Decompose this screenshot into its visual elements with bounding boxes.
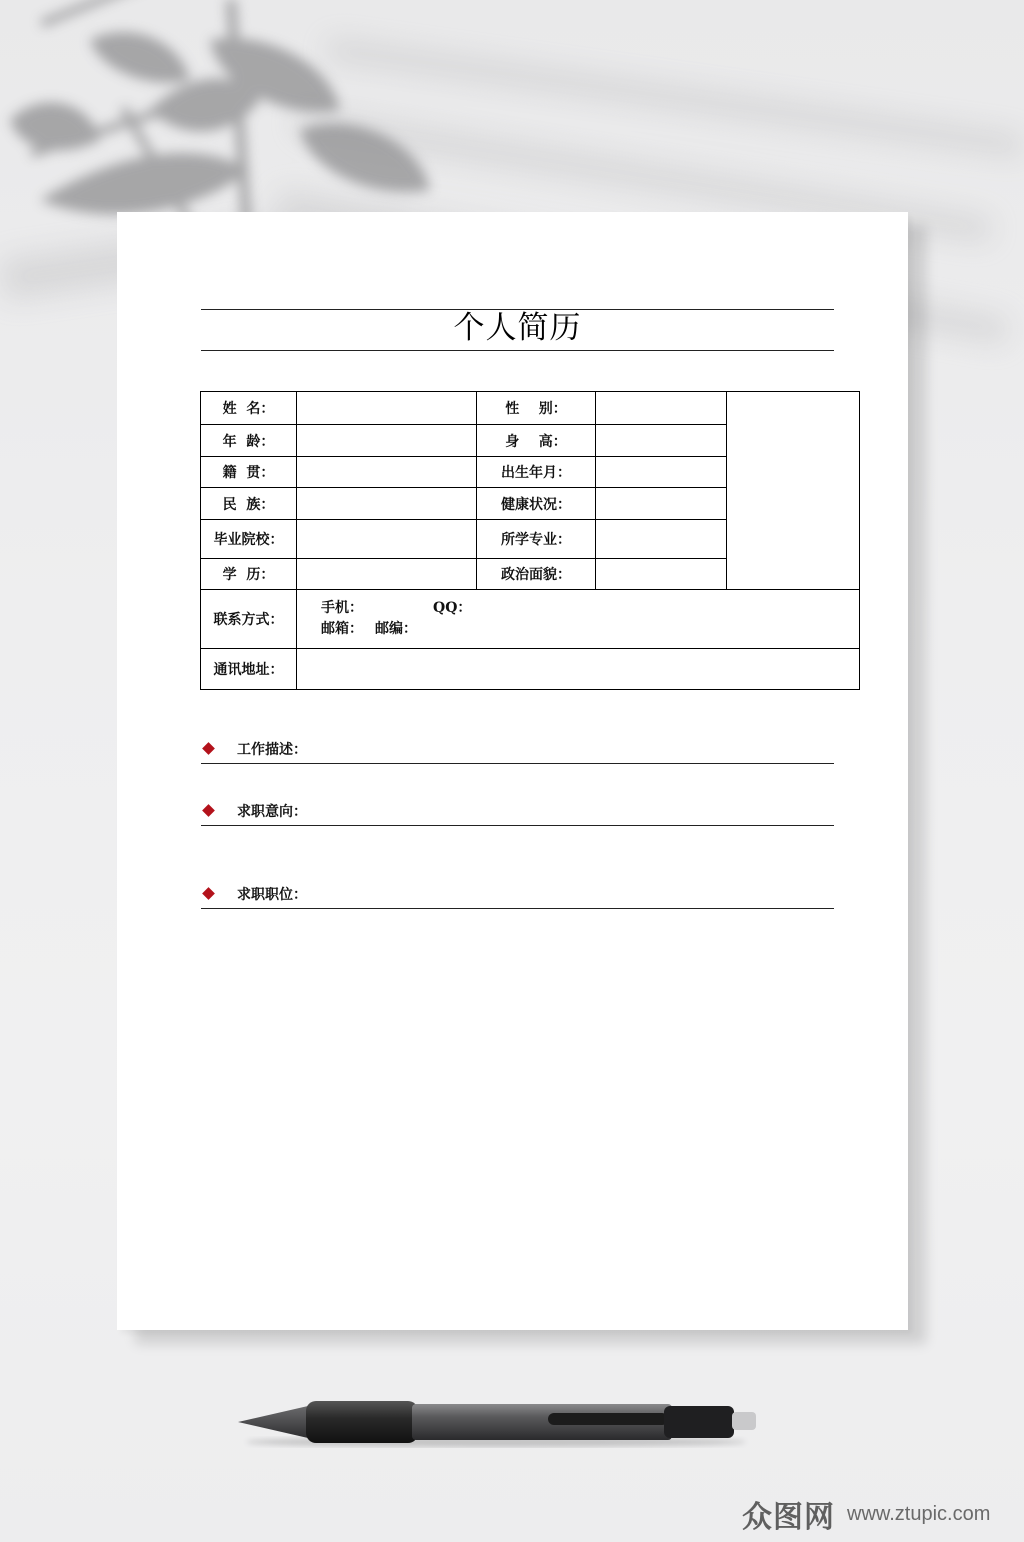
section-label: 求职意向： bbox=[237, 804, 307, 820]
resume-paper bbox=[117, 212, 908, 1330]
contact-line-1 bbox=[321, 598, 859, 619]
ethnicity-label: 民 族： bbox=[201, 488, 297, 520]
section-job-position bbox=[201, 878, 834, 909]
contact-field[interactable] bbox=[297, 590, 860, 649]
table-row bbox=[201, 590, 860, 649]
birth-date-label: 出生年月： bbox=[477, 457, 596, 488]
watermark-logo: 众图网 bbox=[742, 1500, 835, 1535]
height-field[interactable] bbox=[596, 425, 727, 457]
health-field[interactable] bbox=[596, 488, 727, 520]
education-field[interactable] bbox=[297, 559, 477, 590]
table-row bbox=[201, 649, 860, 690]
qq-label: QQ： bbox=[433, 600, 472, 616]
address-label: 通讯地址： bbox=[201, 649, 297, 690]
major-field[interactable] bbox=[596, 520, 727, 559]
political-status-label: 政治面貌： bbox=[477, 559, 596, 590]
phone-label: 手机： bbox=[321, 600, 363, 616]
gender-field[interactable] bbox=[596, 392, 727, 425]
ethnicity-field[interactable] bbox=[297, 488, 477, 520]
native-place-field[interactable] bbox=[297, 457, 477, 488]
section-label: 工作描述： bbox=[237, 742, 307, 758]
section-job-intention bbox=[201, 795, 834, 826]
major-label: 所学专业： bbox=[477, 520, 596, 559]
personal-info-table bbox=[200, 391, 860, 690]
diamond-bullet-icon bbox=[202, 742, 215, 755]
postcode-label: 邮编： bbox=[375, 621, 417, 637]
document-title: 个人简历 bbox=[453, 310, 582, 346]
name-field[interactable] bbox=[297, 392, 477, 425]
contact-line-2 bbox=[321, 619, 859, 640]
health-label: 健康状况： bbox=[477, 488, 596, 520]
address-field[interactable] bbox=[297, 649, 860, 690]
pen-icon bbox=[236, 1396, 766, 1452]
watermark bbox=[742, 1492, 990, 1536]
native-place-label: 籍 贯： bbox=[201, 457, 297, 488]
name-label: 姓 名： bbox=[201, 392, 297, 425]
education-label: 学 历： bbox=[201, 559, 297, 590]
table-row bbox=[201, 392, 860, 425]
photo-box[interactable] bbox=[727, 392, 860, 590]
birth-date-field[interactable] bbox=[596, 457, 727, 488]
diamond-bullet-icon bbox=[202, 887, 215, 900]
gender-label: 性 别： bbox=[477, 392, 596, 425]
school-field[interactable] bbox=[297, 520, 477, 559]
email-label: 邮箱： bbox=[321, 621, 363, 637]
height-label: 身 高： bbox=[477, 425, 596, 457]
section-work-description bbox=[201, 733, 834, 764]
age-field[interactable] bbox=[297, 425, 477, 457]
watermark-url: www.ztupic.com bbox=[847, 1502, 991, 1525]
political-status-field[interactable] bbox=[596, 559, 727, 590]
age-label: 年 龄： bbox=[201, 425, 297, 457]
school-label: 毕业院校： bbox=[201, 520, 297, 559]
section-label: 求职职位： bbox=[237, 887, 307, 903]
contact-label: 联系方式： bbox=[201, 590, 297, 649]
diamond-bullet-icon bbox=[202, 804, 215, 817]
title-bottom-rule bbox=[201, 350, 834, 351]
